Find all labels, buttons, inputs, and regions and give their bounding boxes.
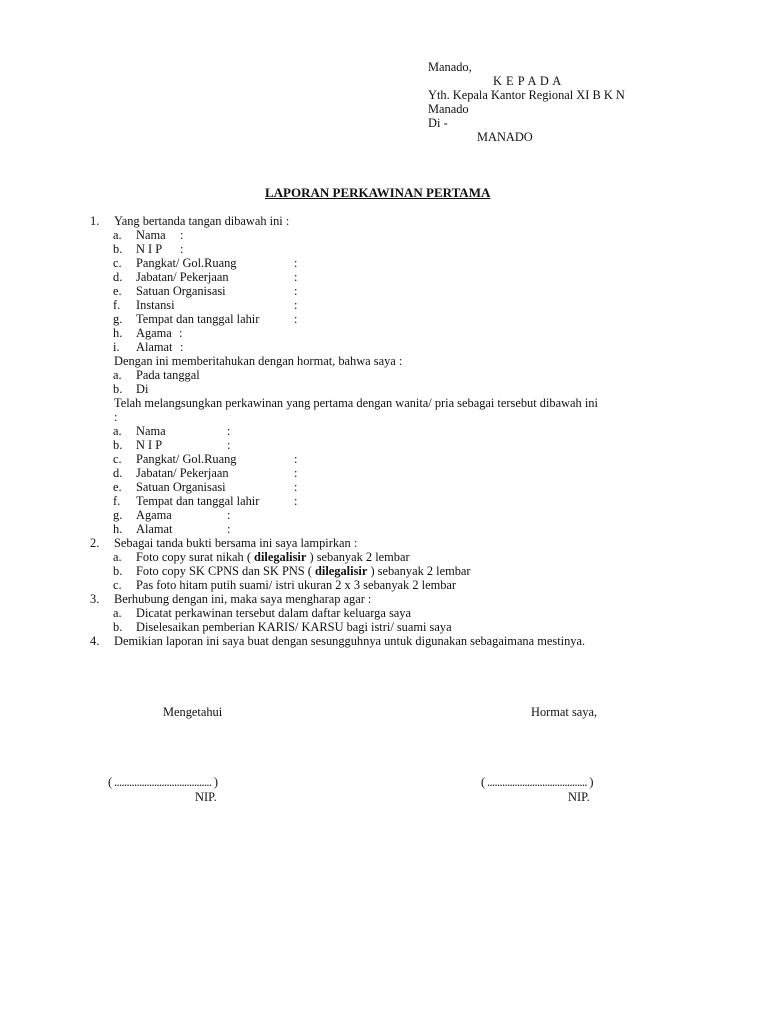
spouse-field-ttl	[0, 494, 768, 508]
married-line: Telah melangsungkan perkawinan yang pertama dengan wanita/ pria sebagai tersebut dibawah ini	[114, 396, 598, 410]
field-letter: e.	[113, 480, 122, 494]
self-field-ttl	[0, 312, 768, 326]
field-colon: :	[294, 480, 298, 494]
spouse-field-satuan	[0, 480, 768, 494]
section-3-intro: Berhubung dengan ini, maka saya mengharap agar :	[114, 592, 372, 606]
attachment-item	[0, 578, 768, 592]
field-colon: :	[294, 256, 298, 270]
spouse-field-alamat	[0, 522, 768, 536]
field-colon: :	[294, 270, 298, 284]
when-field-date	[0, 368, 768, 382]
field-colon: :	[294, 284, 298, 298]
item-text-pre: Foto copy surat nikah (	[136, 550, 255, 564]
spouse-field-nama	[0, 424, 768, 438]
field-label: Nama	[136, 228, 166, 242]
field-letter: g.	[113, 312, 123, 326]
field-colon: :	[227, 522, 231, 536]
field-label: Alamat	[136, 522, 173, 536]
item-text: Dicatat perkawinan tersebut dalam daftar keluarga saya	[136, 606, 411, 620]
field-colon: :	[294, 298, 298, 312]
section-number: 1.	[90, 214, 100, 228]
item-letter: c.	[113, 578, 122, 592]
field-letter: d.	[113, 466, 123, 480]
signature-right-label: Hormat saya,	[531, 705, 598, 719]
item-letter: a.	[113, 606, 122, 620]
when-field-place	[0, 382, 768, 396]
field-colon: :	[227, 424, 231, 438]
closing-statement: Demikian laporan ini saya buat dengan sesungguhnya untuk digunakan sebagaimana mestinya.	[114, 634, 586, 648]
recipient-city: Manado	[428, 102, 469, 116]
self-field-alamat	[0, 340, 768, 354]
field-letter: c.	[113, 256, 122, 270]
field-label: Agama	[136, 508, 172, 522]
field-label: Jabatan/ Pekerjaan	[136, 270, 229, 284]
self-field-pangkat	[0, 256, 768, 270]
field-label: Pangkat/ Gol.Ruang	[136, 452, 237, 466]
field-colon: :	[179, 326, 183, 340]
field-label: Tempat dan tanggal lahir	[136, 312, 260, 326]
spouse-field-jabatan	[0, 466, 768, 480]
signature-left-label: Mengetahui	[163, 705, 223, 719]
field-letter: d.	[113, 270, 123, 284]
section-2-intro: Sebagai tanda bukti bersama ini saya lampirkan :	[114, 536, 358, 550]
item-text	[136, 550, 410, 564]
self-field-nip	[0, 242, 768, 256]
field-colon: :	[294, 312, 298, 326]
field-label: Instansi	[136, 298, 175, 312]
field-colon: :	[180, 340, 184, 354]
item-letter: a.	[113, 550, 122, 564]
field-colon: :	[294, 452, 298, 466]
field-letter: b.	[113, 242, 123, 256]
item-text-post: ) sebanyak 2 lembar	[367, 564, 471, 578]
field-letter: b.	[113, 382, 123, 396]
field-colon: :	[294, 466, 298, 480]
signature-left-line: ( ....................................... )	[108, 775, 218, 789]
item-text-bold: dilegalisir	[315, 564, 368, 578]
spouse-field-pangkat	[0, 452, 768, 466]
field-label: Alamat	[136, 340, 173, 354]
request-item	[0, 606, 768, 620]
field-letter: i.	[113, 340, 120, 354]
field-letter: c.	[113, 452, 122, 466]
di-label: Di -	[428, 116, 448, 130]
field-label: Satuan Organisasi	[136, 480, 226, 494]
field-letter: e.	[113, 284, 122, 298]
field-label: Di	[136, 382, 149, 396]
section-1-intro: Yang bertanda tangan dibawah ini :	[114, 214, 290, 228]
field-label: N I P	[136, 438, 163, 452]
signature-left-nip: NIP.	[195, 790, 217, 804]
field-label: Agama	[136, 326, 172, 340]
field-label: N I P	[136, 242, 163, 256]
item-text	[136, 578, 456, 592]
spouse-field-agama	[0, 508, 768, 522]
field-label: Jabatan/ Pekerjaan	[136, 466, 229, 480]
destination: MANADO	[477, 130, 533, 144]
field-label: Pada tanggal	[136, 368, 200, 382]
kepada-label: K E P A D A	[493, 74, 562, 88]
field-letter: a.	[113, 228, 122, 242]
field-letter: h.	[113, 522, 123, 536]
item-text	[136, 564, 471, 578]
spouse-field-nip	[0, 438, 768, 452]
field-colon: :	[180, 242, 184, 256]
field-letter: a.	[113, 368, 122, 382]
item-letter: b.	[113, 564, 123, 578]
section-number: 3.	[90, 592, 100, 606]
item-text-pre: Foto copy SK CPNS dan SK PNS (	[136, 564, 316, 578]
field-letter: f.	[113, 494, 121, 508]
item-letter: b.	[113, 620, 123, 634]
item-text-pre: Pas foto hitam putih suami/ istri ukuran 2 x 3 sebanyak 2 lembar	[136, 578, 457, 592]
field-label: Satuan Organisasi	[136, 284, 226, 298]
city-date: Manado,	[428, 60, 472, 74]
self-field-satuan	[0, 284, 768, 298]
married-colon: :	[114, 410, 118, 424]
field-label: Pangkat/ Gol.Ruang	[136, 256, 237, 270]
recipient: Yth. Kepala Kantor Regional XI B K N	[428, 88, 625, 102]
request-item	[0, 620, 768, 634]
self-field-instansi	[0, 298, 768, 312]
item-text-post: ) sebanyak 2 lembar	[306, 550, 410, 564]
section-number: 2.	[90, 536, 100, 550]
field-letter: g.	[113, 508, 123, 522]
notice-line: Dengan ini memberitahukan dengan hormat, bahwa saya :	[114, 354, 403, 368]
field-colon: :	[180, 228, 184, 242]
signature-right-nip: NIP.	[568, 790, 590, 804]
document-title: LAPORAN PERKAWINAN PERTAMA	[265, 185, 491, 200]
self-field-agama	[0, 326, 768, 340]
field-colon: :	[227, 438, 231, 452]
attachment-item	[0, 550, 768, 564]
field-letter: h.	[113, 326, 123, 340]
attachment-item	[0, 564, 768, 578]
item-text-bold: dilegalisir	[254, 550, 307, 564]
field-label: Tempat dan tanggal lahir	[136, 494, 260, 508]
field-colon: :	[294, 494, 298, 508]
field-letter: a.	[113, 424, 122, 438]
item-text: Diselesaikan pemberian KARIS/ KARSU bagi istri/ suami saya	[136, 620, 452, 634]
field-label: Nama	[136, 424, 166, 438]
section-number: 4.	[90, 634, 100, 648]
field-letter: b.	[113, 438, 123, 452]
field-letter: f.	[113, 298, 121, 312]
field-colon: :	[227, 508, 231, 522]
self-field-jabatan	[0, 270, 768, 284]
self-field-nama	[0, 228, 768, 242]
signature-right-line: ( ........................................ )	[481, 775, 593, 789]
